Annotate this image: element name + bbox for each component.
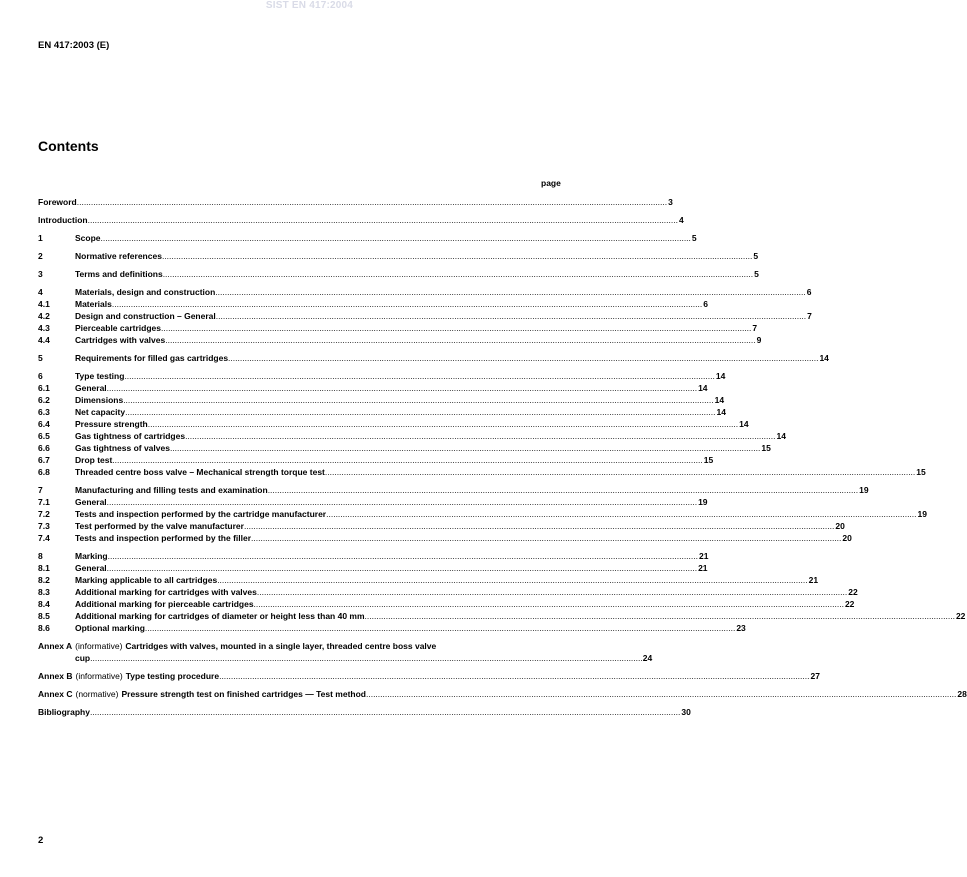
toc-leader [88, 214, 678, 226]
toc-leader [257, 586, 847, 598]
toc-page: 5 [691, 233, 697, 243]
toc-page: 14 [714, 395, 725, 405]
toc-number: 6.7 [38, 455, 50, 465]
toc-entry-6-6[interactable] [38, 442, 771, 454]
toc-page: 24 [642, 653, 653, 663]
toc-leader [77, 196, 667, 208]
toc-number: 8.6 [38, 623, 50, 633]
toc-leader [101, 232, 691, 244]
toc-leader [123, 394, 713, 406]
toc-title: Cartridges with valves, mounted in a single layer, threaded centre boss valve [125, 641, 437, 651]
toc-entry-6-2[interactable] [38, 394, 725, 406]
toc-entry-8-1[interactable] [38, 562, 708, 574]
toc-number: 6.2 [38, 395, 50, 405]
toc-entry-7-2[interactable] [38, 508, 927, 520]
toc-page: 22 [844, 599, 855, 609]
toc-page: 22 [848, 587, 858, 597]
toc-title: Materials [75, 299, 112, 309]
page-column-label: page [541, 178, 561, 188]
toc-entry-4-4[interactable] [38, 334, 762, 346]
toc-entry-4-3[interactable] [38, 322, 758, 334]
toc-page: 6 [703, 299, 708, 309]
toc-title: Marking [75, 551, 108, 561]
toc-title: General [75, 497, 107, 507]
toc-page: 5 [753, 251, 759, 261]
toc-number: 4 [38, 287, 43, 297]
toc-entry-4-2[interactable] [38, 310, 812, 322]
toc-page: 21 [808, 575, 819, 585]
toc-page: 3 [668, 197, 673, 207]
toc-title: General [75, 563, 107, 573]
toc-number: 4.1 [38, 299, 50, 309]
annex-type: (informative) [75, 641, 123, 651]
toc-entry-8[interactable] [38, 550, 709, 562]
toc-leader [366, 688, 956, 700]
toc-entry-6-3[interactable] [38, 406, 726, 418]
toc-leader [107, 562, 697, 574]
toc-title: Marking applicable to all cartridges [75, 575, 218, 585]
toc-entry-7-4[interactable] [38, 532, 852, 544]
toc-leader [219, 670, 809, 682]
toc-title: General [75, 383, 107, 393]
toc-leader: .......................................................................................................................................................................................................................................... [90, 653, 643, 663]
toc-page: 30 [681, 707, 691, 717]
toc-entry-annex-a[interactable] [38, 640, 569, 652]
toc-number: 8.1 [38, 563, 50, 573]
toc-leader [165, 334, 755, 346]
page-number: 2 [38, 835, 44, 846]
toc-page: 5 [754, 269, 759, 279]
toc-title: Terms and definitions [75, 269, 163, 279]
toc-title: Test performed by the valve manufacturer [75, 521, 244, 531]
toc-page: 15 [916, 467, 926, 477]
toc-title: Type testing procedure [125, 671, 220, 681]
toc-title: Additional marking for pierceable cartridges [75, 599, 254, 609]
toc-entry-3[interactable] [38, 268, 759, 280]
toc-entry-8-2[interactable] [38, 574, 819, 586]
toc-entry-8-5[interactable] [38, 610, 966, 622]
watermark: SIST EN 417:2004 [265, 0, 354, 11]
toc-title: Type testing [75, 371, 125, 381]
toc-number: 3 [38, 269, 43, 279]
toc-number: 6.1 [38, 383, 50, 393]
toc-page: 7 [752, 323, 758, 333]
toc-leader [124, 370, 714, 382]
toc-leader [108, 550, 698, 562]
toc-title: Gas tightness of cartridges [75, 431, 186, 441]
toc-page: 14 [776, 431, 786, 441]
toc-entry-6-7[interactable] [38, 454, 714, 466]
toc-title: Cartridges with valves [75, 335, 166, 345]
toc-leader [217, 574, 807, 586]
toc-title: Bibliography [38, 707, 90, 717]
toc-leader [112, 454, 702, 466]
toc-leader [365, 610, 955, 622]
toc-page: 7 [807, 311, 812, 321]
toc-entry-7-1[interactable] [38, 496, 708, 508]
annex-type: (informative) [75, 671, 123, 681]
toc-leader [145, 622, 735, 634]
toc-leader [107, 382, 697, 394]
toc-title: Foreword [38, 197, 77, 207]
toc-entry-1[interactable] [38, 232, 697, 244]
toc-page: 20 [842, 533, 852, 543]
toc-leader [107, 496, 697, 508]
toc-entry-2[interactable] [38, 250, 759, 262]
toc-title: Materials, design and construction [75, 287, 216, 297]
toc-entry-annex-c[interactable] [38, 688, 967, 700]
toc-leader [268, 484, 858, 496]
toc-entry-4-1[interactable] [38, 298, 708, 310]
toc-title: Additional marking for cartridges of diameter or height less than 40 mm [75, 611, 365, 621]
annex-type: (normative) [75, 689, 119, 699]
toc-entry-annex-a-cont[interactable] [38, 652, 653, 664]
toc-leader [185, 430, 775, 442]
toc-title: Gas tightness of valves [75, 443, 170, 453]
toc-leader [216, 310, 806, 322]
toc-entry-7[interactable] [38, 484, 869, 496]
toc-title: Introduction [38, 215, 88, 225]
toc-number: 6.6 [38, 443, 50, 453]
toc-title: Pierceable cartridges [75, 323, 161, 333]
toc-leader [148, 418, 738, 430]
toc-entry-annex-b[interactable] [38, 670, 820, 682]
toc-entry-8-6[interactable] [38, 622, 746, 634]
toc-title: Threaded centre boss valve – Mechanical strength torque test [75, 467, 325, 477]
toc-title-continued: cup [75, 653, 91, 663]
toc-title: Normative references [75, 251, 162, 261]
toc-entry-7-3[interactable] [38, 520, 845, 532]
toc-number: 7.4 [38, 533, 50, 543]
toc-entry-6-8[interactable] [38, 466, 926, 478]
toc-page: 21 [698, 563, 708, 573]
toc-title: Drop test [75, 455, 113, 465]
document-id: EN 417:2003 (E) [38, 40, 110, 51]
toc-page: 20 [835, 521, 845, 531]
toc-number: 8.2 [38, 575, 50, 585]
toc-page: 19 [859, 485, 869, 495]
toc-number: 6.8 [38, 467, 50, 477]
toc-number: 5 [38, 353, 43, 363]
toc-page: 23 [736, 623, 746, 633]
toc-page: 14 [716, 407, 726, 417]
toc-page: 19 [917, 509, 927, 519]
toc-number: 8.5 [38, 611, 50, 621]
toc-entry-introduction[interactable] [38, 214, 684, 226]
toc-leader [251, 532, 841, 544]
toc-page: 15 [761, 443, 771, 453]
toc-number: 8.3 [38, 587, 50, 597]
toc-page: 21 [699, 551, 709, 561]
toc-title: Pressure strength [75, 419, 148, 429]
toc-page: 14 [698, 383, 708, 393]
toc-number: 6.4 [38, 419, 50, 429]
toc-title: Tests and inspection performed by the cartridge manufacturer [75, 509, 327, 519]
toc-title: Net capacity [75, 407, 126, 417]
toc-page: 22 [955, 611, 966, 621]
toc-number: 7.2 [38, 509, 50, 519]
toc-title: Tests and inspection performed by the filler [75, 533, 252, 543]
toc-page: 15 [703, 455, 714, 465]
toc-number: 1 [38, 233, 43, 243]
toc-title: Manufacturing and filling tests and examination [75, 485, 268, 495]
toc-leader [326, 508, 916, 520]
toc-entry-4[interactable] [38, 286, 812, 298]
toc-entry-6-4[interactable] [38, 418, 749, 430]
toc-entry-foreword[interactable] [38, 196, 673, 208]
toc-number: 6.3 [38, 407, 50, 417]
toc-leader [325, 466, 915, 478]
toc-leader [215, 286, 805, 298]
toc-entry-6-5[interactable] [38, 430, 786, 442]
toc-page: 14 [739, 419, 749, 429]
page-title: Contents [38, 138, 99, 154]
toc-page: 4 [678, 215, 684, 225]
toc-entry-8-4[interactable] [38, 598, 855, 610]
toc-number: 7.1 [38, 497, 50, 507]
toc-page: 19 [698, 497, 708, 507]
toc-leader [125, 406, 715, 418]
toc-leader [90, 706, 680, 718]
toc-leader [228, 352, 818, 364]
toc-number: 6 [38, 371, 43, 381]
toc-leader [163, 268, 753, 280]
toc-number: 8.4 [38, 599, 50, 609]
toc-entry-6[interactable] [38, 370, 726, 382]
toc-number: 2 [38, 251, 43, 261]
toc-number: 8 [38, 551, 43, 561]
toc-number: 4.2 [38, 311, 50, 321]
annex-label: Annex C [38, 689, 73, 699]
toc-entry-6-1[interactable] [38, 382, 708, 394]
toc-leader [170, 442, 760, 454]
table-of-contents [38, 196, 967, 718]
toc-page: 27 [810, 671, 820, 681]
annex-label: Annex B [38, 671, 73, 681]
toc-page: 28 [957, 689, 967, 699]
toc-title: Scope [75, 233, 101, 243]
toc-title: Pressure strength test on finished cartridges — Test method [121, 689, 366, 699]
toc-number: 6.5 [38, 431, 50, 441]
toc-page: 9 [756, 335, 762, 345]
toc-number: 7 [38, 485, 43, 495]
toc-title: Design and construction – General [75, 311, 216, 321]
toc-page: 14 [715, 371, 726, 381]
toc-entry-bibliography[interactable] [38, 706, 691, 718]
toc-title: Additional marking for cartridges with valves [75, 587, 257, 597]
toc-title: Dimensions [75, 395, 124, 405]
toc-leader [112, 298, 702, 310]
toc-leader [254, 598, 844, 610]
toc-leader [244, 520, 834, 532]
toc-number: 4.4 [38, 335, 50, 345]
toc-leader [161, 322, 751, 334]
toc-title: Optional marking [75, 623, 145, 633]
toc-entry-8-3[interactable] [38, 586, 858, 598]
toc-title: Requirements for filled gas cartridges [75, 353, 229, 363]
toc-leader [162, 250, 752, 262]
toc-page: 6 [806, 287, 812, 297]
toc-page: 14 [819, 353, 829, 363]
toc-number: 7.3 [38, 521, 50, 531]
annex-label: Annex A [38, 641, 73, 651]
toc-entry-5[interactable] [38, 352, 829, 364]
toc-number: 4.3 [38, 323, 50, 333]
